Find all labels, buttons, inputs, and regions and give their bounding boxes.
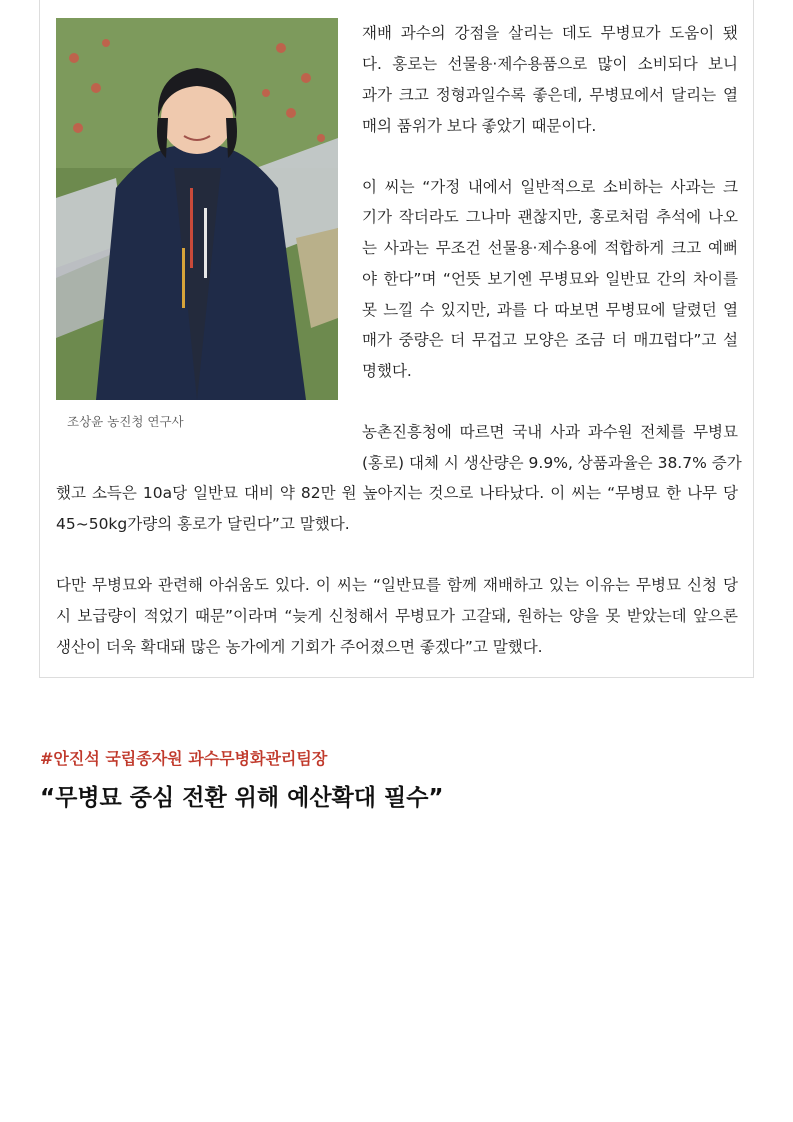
paragraph-line: 이 씨는 “가정 내에서 일반적으로 소비하는 사과는 크: [362, 178, 738, 196]
person-photo-icon: [56, 18, 338, 400]
section-tag: #안진석 국립종자원 과수무병화관리팀장: [40, 749, 328, 768]
paragraph-line: 는 사과는 무조건 선물용·제수용에 적합하게 크고 예뻐: [362, 239, 738, 257]
paragraph-line: 매가 중량은 더 무겁고 모양은 조금 더 매끄럽다”고 설: [362, 331, 738, 349]
paragraph-line: 농촌진흥청에 따르면 국내 사과 과수원 전체를 무병묘: [362, 423, 738, 441]
paragraph-line: 다. 홍로는 선물용·제수용품으로 많이 소비되다 보니: [362, 55, 738, 73]
paragraph-line: 야 한다”며 “언뜻 보기엔 무병묘와 일반묘 간의 차이를: [362, 270, 738, 288]
paragraph-line: 했고 소득은 10a당 일반묘 대비 약 82만 원 높아지는 것으로 나타났다. 이 씨는 “무병묘 한 나무 당: [56, 484, 738, 502]
paragraph-line: 생산이 더욱 확대돼 많은 농가에게 기회가 주어졌으면 좋겠다”고 말했다.: [56, 638, 543, 656]
paragraph-line: (홍로) 대체 시 생산량은 9.9%, 상품과율은 38.7% 증가: [362, 454, 742, 472]
paragraph-line: 재배 과수의 강점을 살리는 데도 무병묘가 도움이 됐: [362, 24, 738, 42]
paragraph-line: 기가 작더라도 그나마 괜찮지만, 홍로처럼 추석에 나오: [362, 208, 738, 226]
paragraph-line: 매의 품위가 보다 좋았기 때문이다.: [362, 117, 597, 135]
paragraph-line: 시 보급량이 적었기 때문”이라며 “늦게 신청해서 무병묘가 고갈돼, 원하는 양을 못 받았는데 앞으론: [56, 607, 738, 625]
paragraph-line: 45~50kg가량의 홍로가 달린다”고 말했다.: [56, 515, 350, 533]
paragraph-line: 다만 무병묘와 관련해 아쉬움도 있다. 이 씨는 “일반묘를 함께 재배하고 있는 이유는 무병묘 신청 당: [56, 576, 738, 594]
interview-photo: [56, 18, 338, 400]
photo-caption: 조상윤 농진청 연구사: [67, 414, 184, 429]
paragraph-line: 과가 크고 정형과일수록 좋은데, 무병묘에서 달리는 열: [362, 86, 738, 104]
paragraph-line: 명했다.: [362, 362, 412, 380]
paragraph-line: 못 느낄 수 있지만, 과를 다 따보면 무병묘에 달렸던 열: [362, 301, 738, 319]
section-headline: “무병묘 중심 전환 위해 예산확대 필수”: [40, 785, 444, 811]
